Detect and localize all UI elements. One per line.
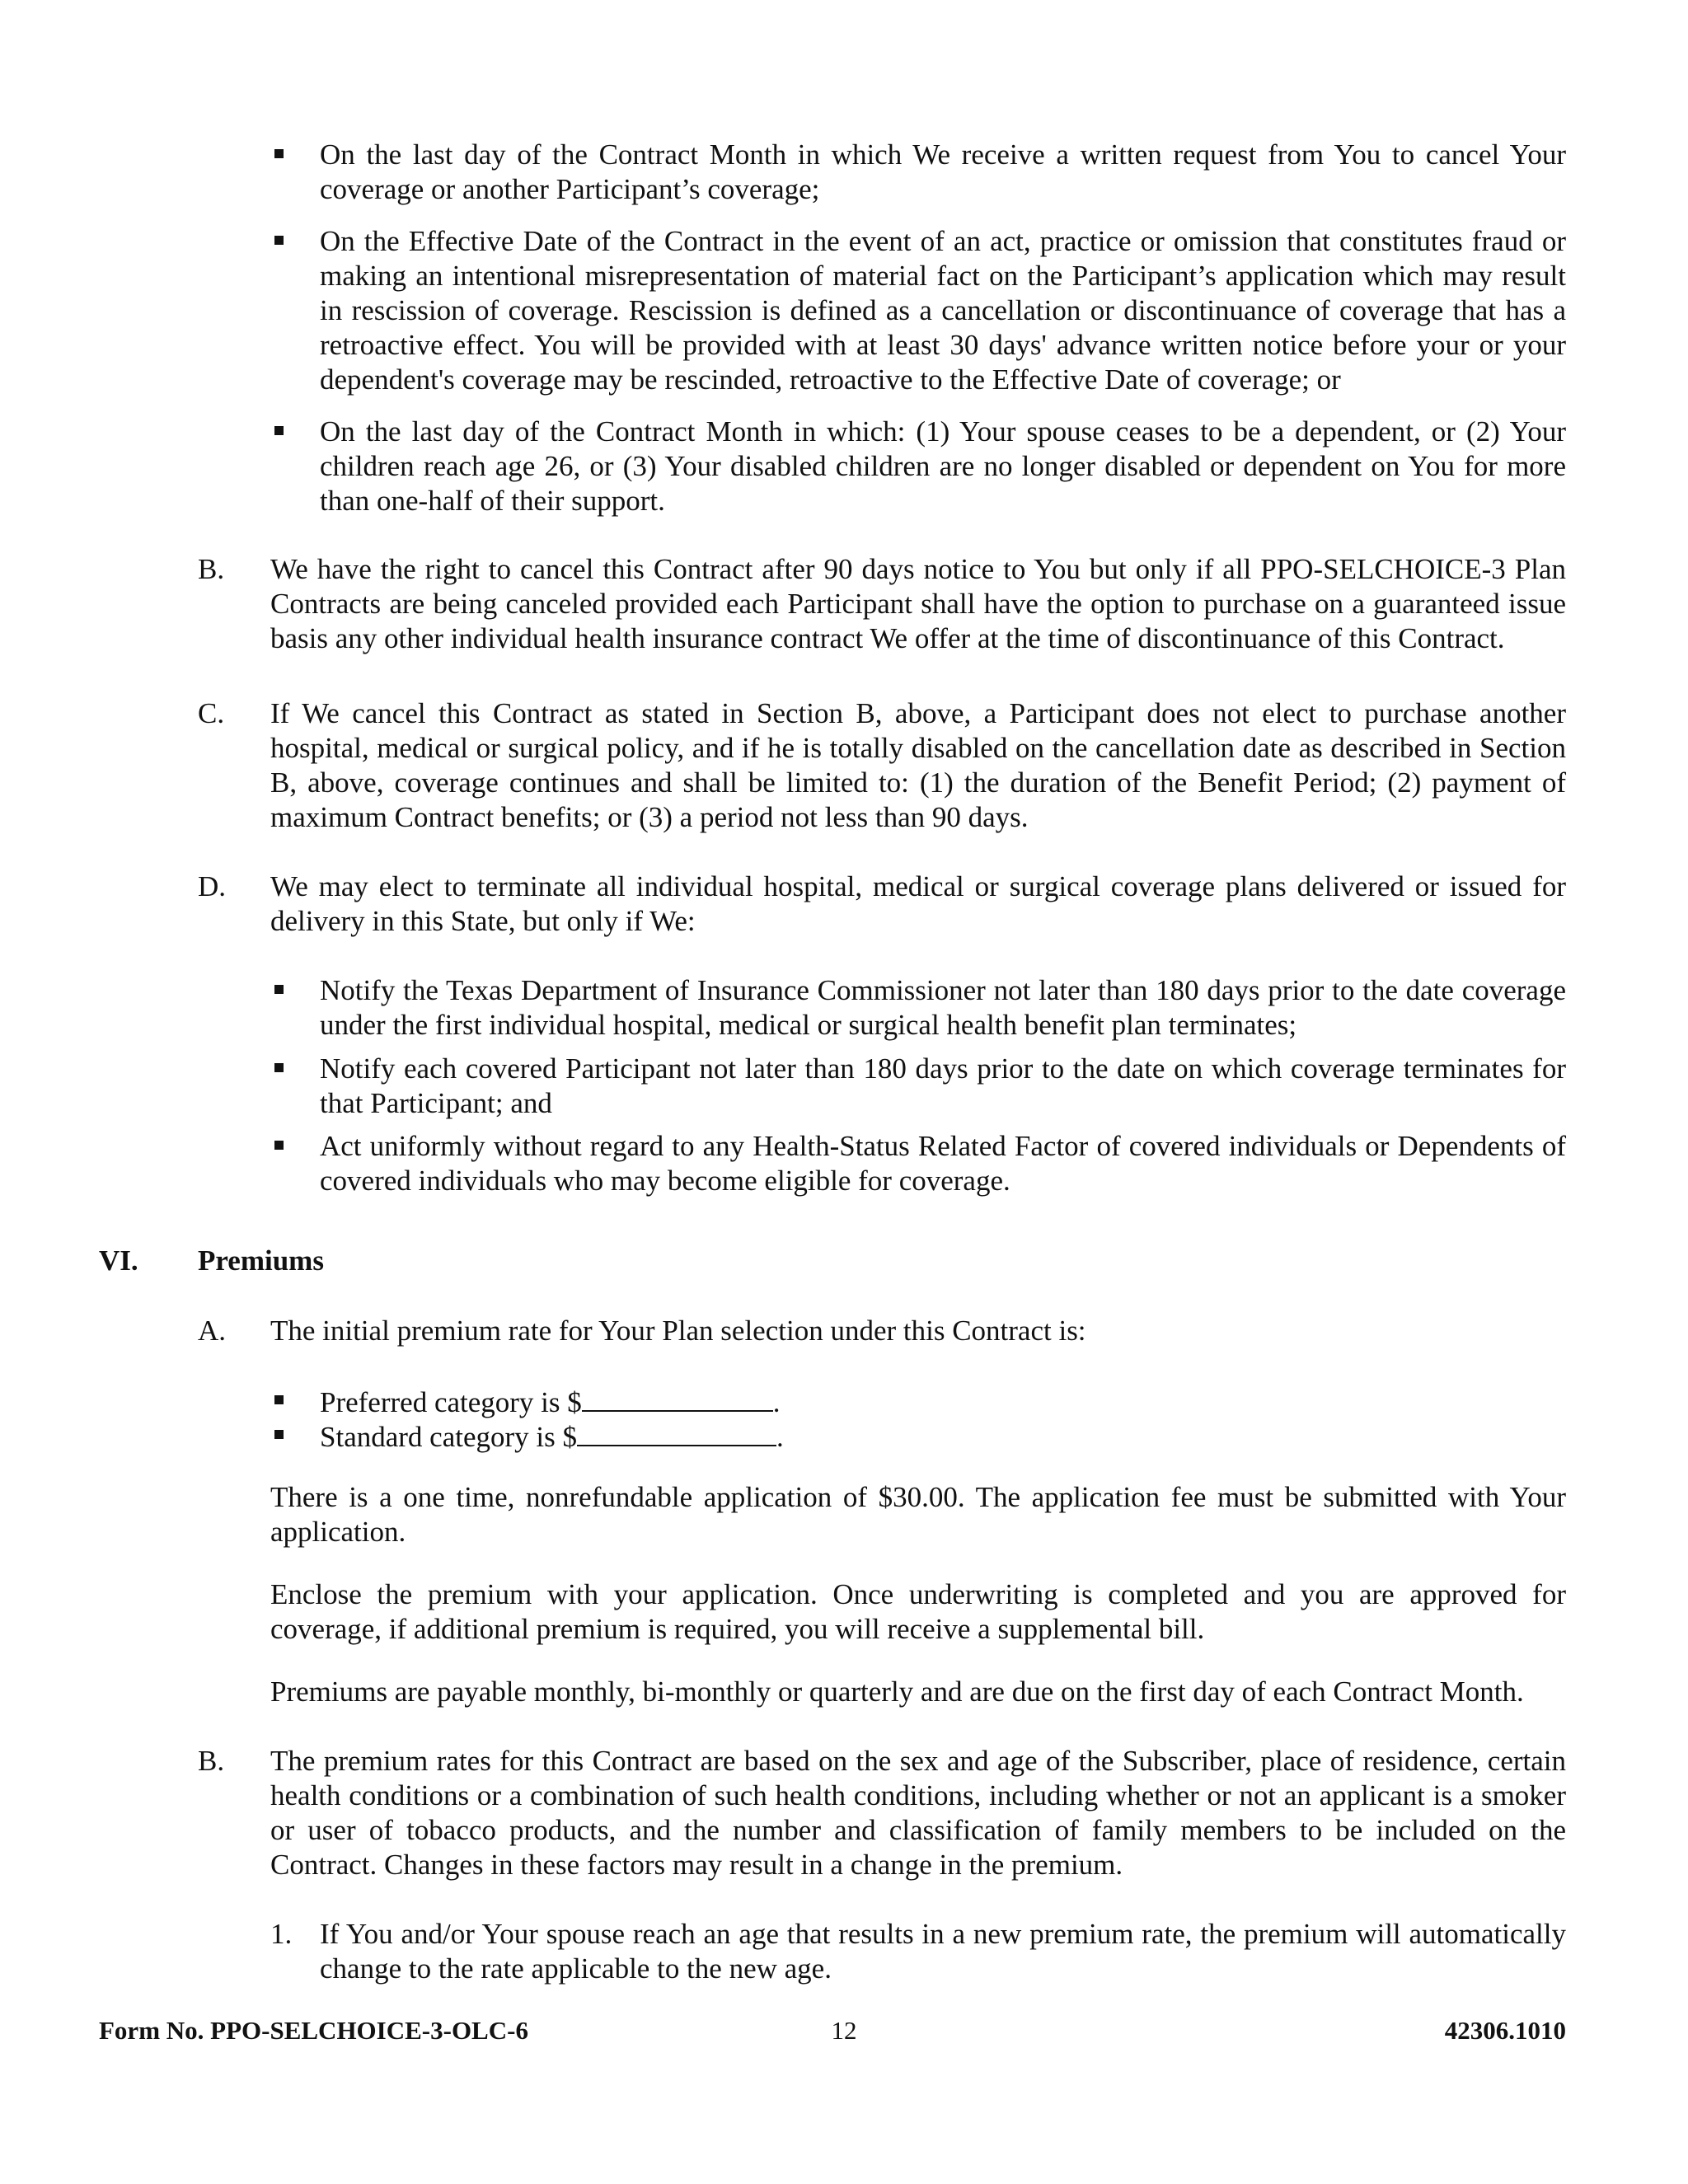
list-item (320, 415, 1566, 518)
bullet-marker (274, 1141, 284, 1150)
list-item (320, 1129, 1566, 1198)
item-number: 1. (270, 1918, 293, 1950)
list-item (320, 1384, 1566, 1420)
bullet-text: Act uniformly without regard to any Health-Status Related Factor of covered individuals or Dependents of covered individuals who may become eligible for coverage. (320, 1130, 1566, 1197)
bullet-text: Notify the Texas Department of Insurance Commissioner not later than 180 days prior to the date coverage under the first individual hospital, medical or surgical health benefit plan terminates; (320, 974, 1566, 1041)
footer-form-number: Form No. PPO-SELCHOICE-3-OLC-6 (99, 2016, 528, 2045)
list-item (320, 224, 1566, 397)
bullet-marker (274, 985, 284, 994)
footer-page-number: 12 (831, 2016, 857, 2045)
bullet-marker (274, 1430, 284, 1439)
section-letter-b: B. (198, 553, 225, 585)
bullet-text: On the last day of the Contract Month in which We receive a written request from You to cancel Your coverage or another Participant’s coverage; (320, 138, 1566, 205)
section-letter-d: D. (198, 870, 227, 902)
bullet-marker (274, 236, 284, 245)
list-item (320, 1052, 1566, 1121)
footer-code: 42306.1010 (1444, 2016, 1566, 2045)
bullet-marker (274, 1395, 284, 1404)
preferred-label: Preferred category is $ (320, 1386, 582, 1418)
standard-blank-line (577, 1418, 776, 1446)
bullet-marker (274, 1063, 284, 1072)
standard-label: Standard category is $ (320, 1421, 577, 1453)
section-letter-c: C. (198, 697, 225, 729)
section-c-text: If We cancel this Contract as stated in Section B, above, a Participant does not elect to purchase another hospital, medical or surgical policy, and if he is totally disabled on the cancellation date as described in Section B, above, coverage continues and shall be limited to: (1) the duration of the Benefit Period; (2) payment of maximum Contract benefits; or (3) a period not less than 90 days. (270, 697, 1566, 833)
paragraph-enclose-premium: Enclose the premium with your application. Once underwriting is completed and you are approved for coverage, if additional premium is required, you will receive a supplemental bill. (270, 1578, 1566, 1645)
list-item (320, 973, 1566, 1043)
bullet-text: Notify each covered Participant not later than 180 days prior to the date on which coverage terminates for that Participant; and (320, 1052, 1566, 1119)
section-letter-a: A. (198, 1315, 227, 1347)
preferred-blank-line (582, 1384, 773, 1412)
section-b-text: We have the right to cancel this Contract after 90 days notice to You but only if all PPO-SELCHOICE-3 Plan Contracts are being canceled provided each Participant shall have the option to purchase on a guaranteed issue basis any other individual health insurance contract We offer at the time of discontinuance of this Contract. (270, 553, 1566, 654)
paragraph-premiums-payable: Premiums are payable monthly, bi-monthly or quarterly and are due on the first day of each Contract Month. (270, 1675, 1524, 1708)
bullet-marker (274, 149, 284, 158)
section-vi-b-text: The premium rates for this Contract are based on the sex and age of the Subscriber, place of residence, certain health conditions or a combination of such health conditions, including whether or not an applicant is a smoker or user of tobacco products, and the number and classification of family members to be included on the Contract. Changes in these factors may result in a change in the premium. (270, 1745, 1566, 1881)
paragraph-application-fee: There is a one time, nonrefundable application of $30.00. The application fee must be submitted with Your application. (270, 1481, 1566, 1548)
bullet-marker (274, 426, 284, 435)
list-item (320, 138, 1566, 207)
section-letter-b: B. (198, 1745, 225, 1777)
period: . (772, 1386, 781, 1418)
section-d-text: We may elect to terminate all individual hospital, medical or surgical coverage plans delivered or issued for delivery in this State, but only if We: (270, 870, 1566, 937)
bullet-text: On the Effective Date of the Contract in the event of an act, practice or omission that constitutes fraud or making an intentional misrepresentation of material fact on the Participant’s application which may result in rescission of coverage. Rescission is defined as a cancellation or discontinuance of coverage that has a retroactive effect. You will be provided with at least 30 days' advance written notice before your or your dependent's coverage may be rescinded, retroactive to the Effective Date of coverage; or (320, 225, 1566, 396)
section-number: VI. (99, 1244, 138, 1277)
bullet-text: On the last day of the Contract Month in which: (1) Your spouse ceases to be a dependent, or (2) Your children reach age 26, or (3) Your disabled children are no longer disabled or dependent on You for more than one-half of their support. (320, 415, 1566, 517)
section-a-text: The initial premium rate for Your Plan selection under this Contract is: (270, 1315, 1086, 1347)
item-text: If You and/or Your spouse reach an age that results in a new premium rate, the premium will automatically change to the rate applicable to the new age. (320, 1918, 1566, 1985)
section-title: Premiums (198, 1244, 324, 1277)
list-item (320, 1418, 1566, 1455)
period: . (776, 1421, 784, 1453)
